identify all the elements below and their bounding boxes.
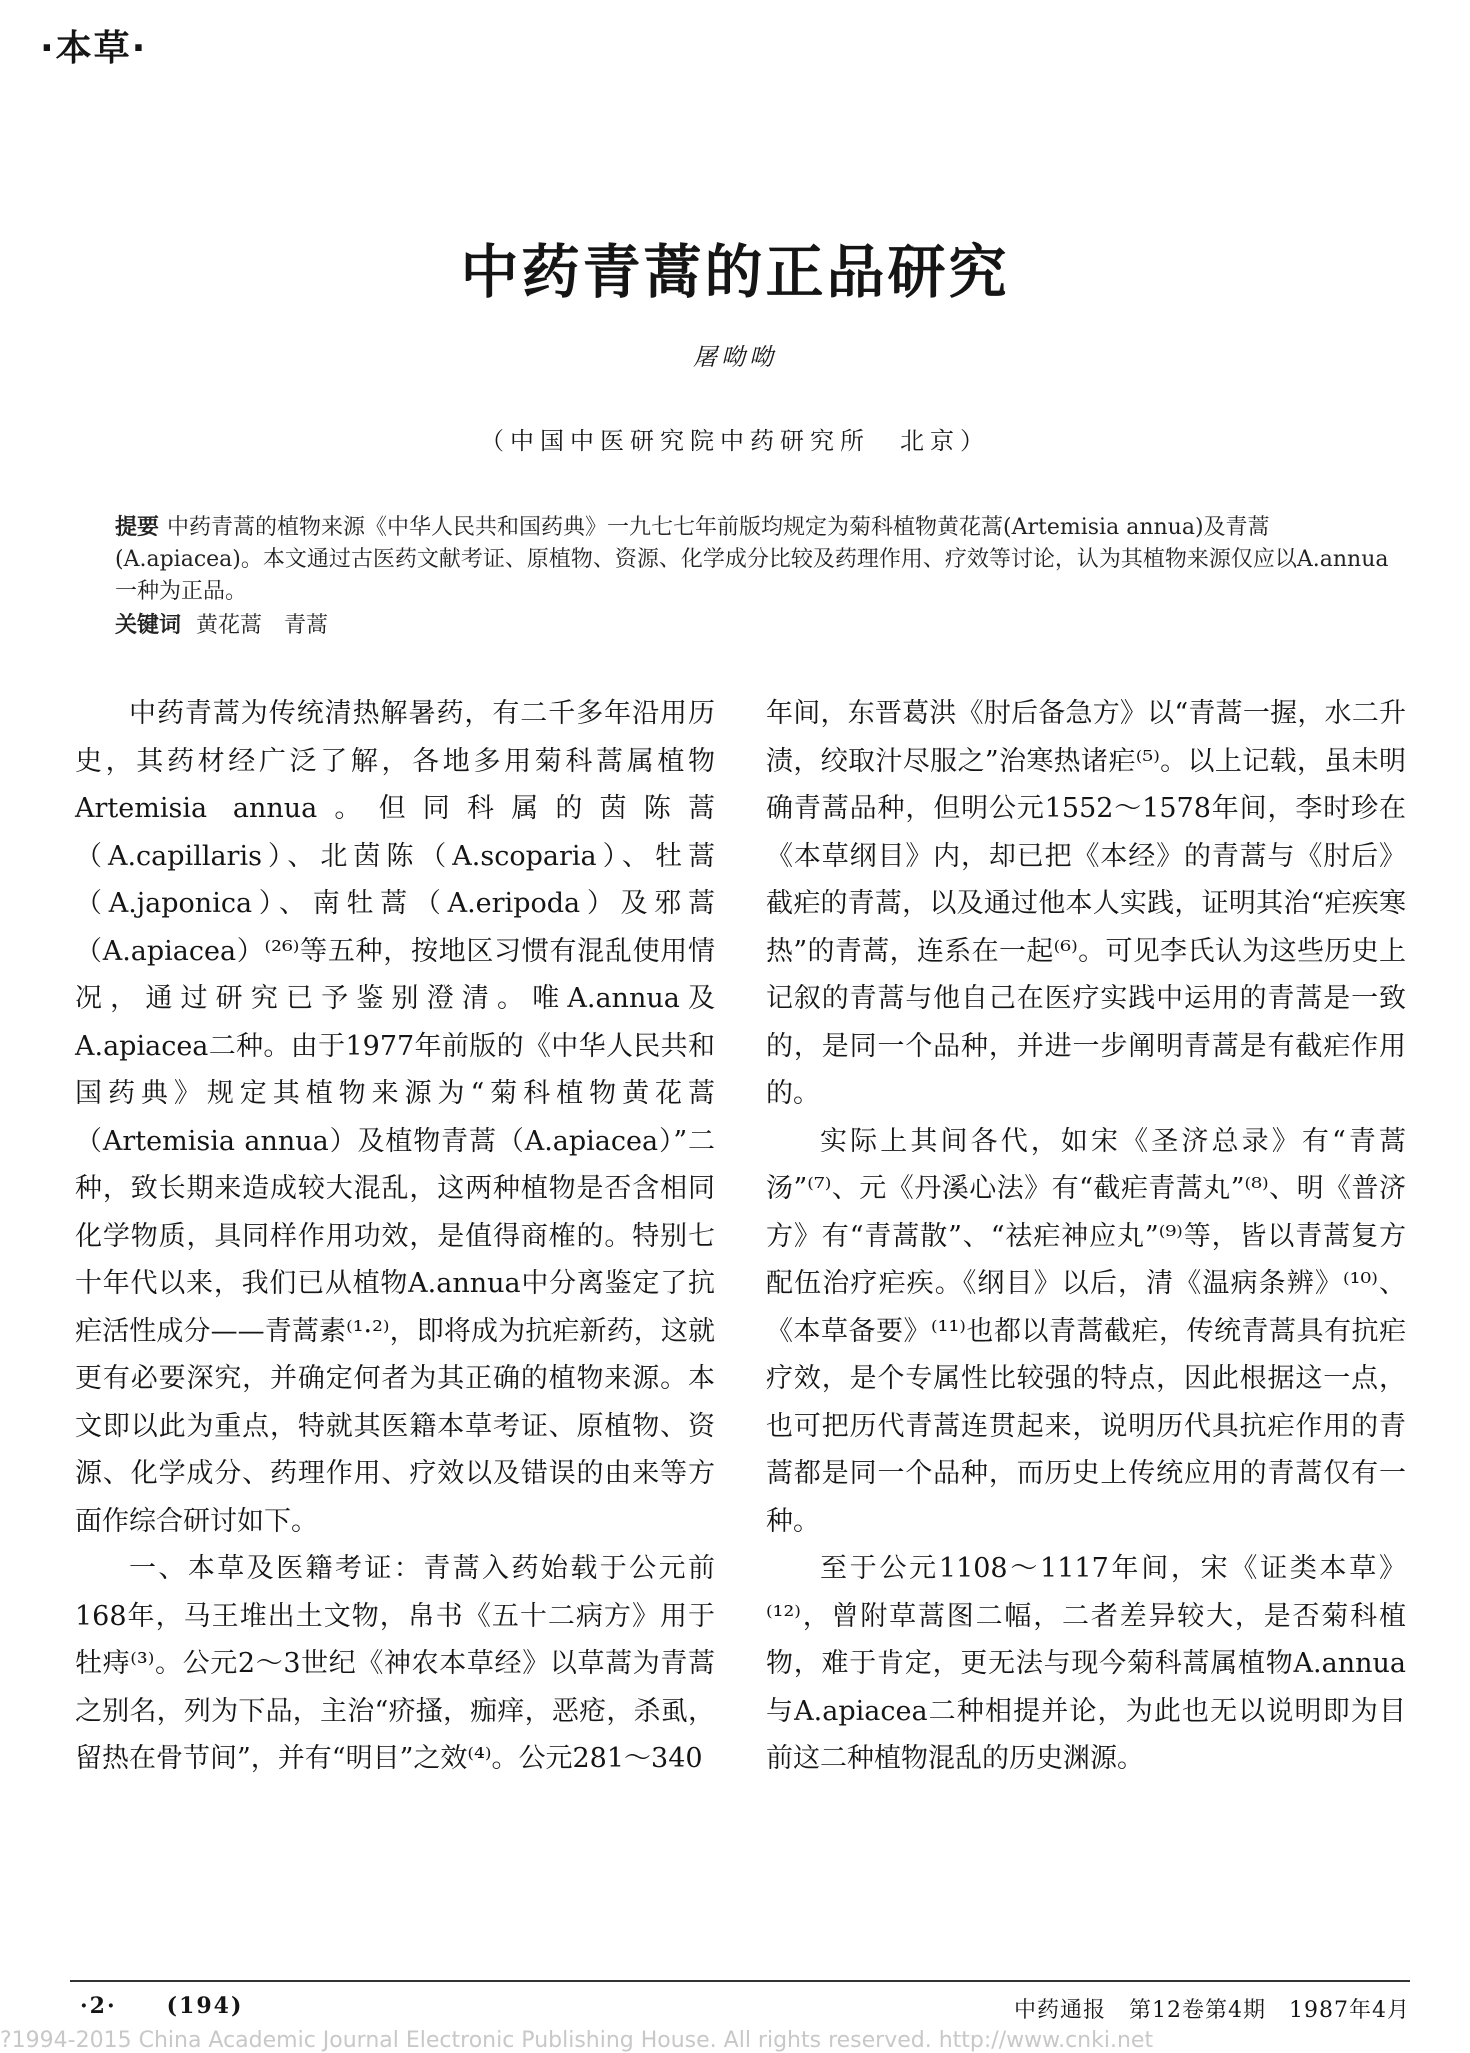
body-column-right [766,690,1406,1783]
section-tag: ·本草· [40,28,148,69]
page-number: ·2· [80,1993,117,2019]
body-paragraph: 一、本草及医籍考证：青蒿入药始载于公元前168年，马王堆出土文物，帛书《五十二病方》用于牡痔⁽³⁾。公元2～3世纪《神农本草经》以草蒿为青蒿之别名，列为下品，主治“疥搔，痂痒，恶疮，杀虱，留热在骨节间”，并有“明目”之效⁽⁴⁾。公元281～340 [75,1553,715,1774]
copyright-watermark: ?1994-2015 China Academic Journal Electronic Publishing House. All rights reserved. http://www.cnki.net [0,2028,1154,2053]
page-number-alt: (194) [166,1993,244,2019]
footer-journal: 中药通报 第12卷第4期 1987年4月 [1014,1998,1410,2023]
abstract-block [60,512,1410,642]
footer-page-number [80,1993,243,2019]
keywords-line [60,610,1410,642]
body-column-left [75,690,715,1783]
abstract-paragraph [60,512,1410,608]
article-affiliation: （中国中医研究院中药研究所 北京） [480,427,990,455]
footer-divider [70,1980,1410,1982]
keywords-label: 关键词 [115,613,182,638]
article-author: 屠呦呦 [693,343,777,371]
body-paragraph: 至于公元1108～1117年间，宋《证类本草》⁽¹²⁾，曾附草蒿图二幅，二者差异较大，是否菊科植物，难于肯定，更无法与现今菊科蒿属植物A.annua与A.apiacea二种相提并论，为此也无以说明即为目前这二种植物混乱的历史渊源。 [766,1553,1406,1774]
abstract-label: 提要 [115,515,160,540]
body-paragraph: 实际上其间各代，如宋《圣济总录》有“青蒿汤”⁽⁷⁾、元《丹溪心法》有“截疟青蒿丸”⁽⁸⁾、明《普济方》有“青蒿散”、“祛疟神应丸”⁽⁹⁾等，皆以青蒿复方配伍治疗疟疾。《纲目》以后，清《温病条辨》⁽¹⁰⁾、《本草备要》⁽¹¹⁾也都以青蒿截疟，传统青蒿具有抗疟疗效，是个专属性比较强的特点，因此根据这一点，也可把历代青蒿连贯起来，说明历代具抗疟作用的青蒿都是同一个品种，而历史上传统应用的青蒿仅有一种。 [766,1125,1406,1537]
body-paragraph: 中药青蒿为传统清热解暑药，有二千多年沿用历史，其药材经广泛了解，各地多用菊科蒿属植物Artemisia annua。但同科属的茵陈蒿（A.capillaris）、北茵陈（A.scoparia）、牡蒿（A.japonica）、南牡蒿（A.eripoda）及邪蒿（A.apiacea）⁽²⁶⁾等五种，按地区习惯有混乱使用情况，通过研究已予鉴别澄清。唯A.annua及A.apiacea二种。由于1977年前版的《中华人民共和国药典》规定其植物来源为“菊科植物黄花蒿（Artemisia annua）及植物青蒿（A.apiacea）”二种，致长期来造成较大混乱，这两种植物是否含相同化学物质，具同样作用功效，是值得商榷的。特别七十年代以来，我们已从植物A.annua中分离鉴定了抗疟活性成分——青蒿素⁽¹·²⁾，即将成为抗疟新药，这就更有必要深究，并确定何者为其正确的植物来源。本文即以此为重点，特就其医籍本草考证、原植物、资源、化学成分、药理作用、疗效以及错误的由来等方面作综合研讨如下。 [75,698,715,1537]
keywords-text: 黄花蒿 青蒿 [196,613,329,638]
body-paragraph: 年间，东晋葛洪《肘后备急方》以“青蒿一握，水二升渍，绞取汁尽服之”治寒热诸疟⁽⁵⁾。以上记载，虽未明确青蒿品种，但明公元1552～1578年间，李时珍在《本草纲目》内，却已把《本经》的青蒿与《肘后》截疟的青蒿，以及通过他本人实践，证明其治“疟疾寒热”的青蒿，连系在一起⁽⁶⁾。可见李氏认为这些历史上记叙的青蒿与他自己在医疗实践中运用的青蒿是一致的，是同一个品种，并进一步阐明青蒿是有截疟作用的。 [766,698,1406,1109]
abstract-text: 中药青蒿的植物来源《中华人民共和国药典》一九七七年前版均规定为菊科植物黄花蒿(Artemisia annua)及青蒿(A.apiacea)。本文通过古医药文献考证、原植物、资源、化学成分比较及药理作用、疗效等讨论，认为其植物来源仅应以A.annua一种为正品。 [115,515,1389,604]
article-title: 中药青蒿的正品研究 [460,238,1010,306]
